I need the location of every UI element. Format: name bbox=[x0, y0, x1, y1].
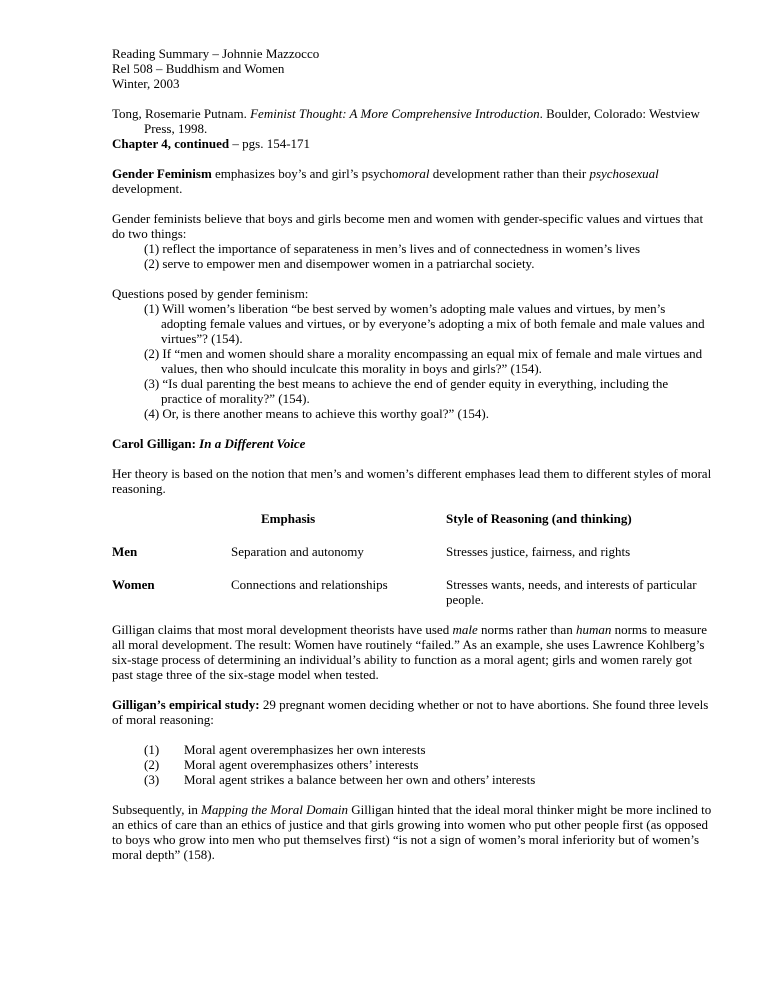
study-text: 29 pregnant women deciding whether or not to have abortions. She found three levels of moral reasoning: bbox=[112, 697, 709, 727]
chapter-label: Chapter 4, continued bbox=[112, 136, 230, 151]
book-citation bbox=[112, 106, 712, 136]
questions-intro: Questions posed by gender feminism: bbox=[112, 286, 309, 301]
level-item bbox=[144, 772, 712, 787]
level-text: Moral agent strikes a balance between her own and others’ interests bbox=[184, 772, 536, 787]
level-number: (3) bbox=[144, 772, 160, 787]
row-label: Women bbox=[112, 577, 155, 592]
level-text: Moral agent overemphasizes her own interests bbox=[184, 742, 426, 757]
question-item: (2) If “men and women should share a morality encompassing an equal mix of female and male virtues and values, then who should inculcate this morality in boys and girls?” (154). bbox=[144, 346, 703, 376]
header-line-course: Rel 508 – Buddhism and Women bbox=[112, 61, 285, 76]
document-header bbox=[112, 46, 712, 91]
level-number: (2) bbox=[144, 757, 160, 772]
table-row bbox=[112, 577, 706, 607]
header-line-term: Winter, 2003 bbox=[112, 76, 180, 91]
table-header-row bbox=[112, 511, 706, 526]
question-item: (1) Will women’s liberation “be best served by women’s adopting male values and virtues, by men’s adopting female values and virtues, or by everyone’s adopting a mix of both female and male values and virtues”? (154). bbox=[144, 301, 705, 346]
gilligan-name: Carol Gilligan: bbox=[112, 436, 200, 451]
header-style: Style of Reasoning (and thinking) bbox=[446, 511, 632, 526]
claims-text-3: norms to measure all moral development. The result: Women have routinely “failed.” As an example, she uses Lawrence Kohlberg’s six-stage process of determining an individual’s ability to function as a moral agent; girls and women rarely got past stage three of the six-stage model when tested. bbox=[112, 622, 708, 682]
level-text: Moral agent overemphasizes others’ interests bbox=[184, 757, 419, 772]
question-item: (3) “Is dual parenting the best means to achieve the end of gender equity in everything, including the practice of morality?” (154). bbox=[144, 376, 669, 406]
header-emphasis: Emphasis bbox=[261, 511, 316, 526]
gender-feminism-paragraph bbox=[112, 166, 712, 196]
question-item: (4) Or, is there another means to achieve this worthy goal?” (154). bbox=[144, 406, 489, 421]
claims-text-1: Gilligan claims that most moral development theorists have used bbox=[112, 622, 453, 637]
gf-text-2: development rather than their bbox=[429, 166, 590, 181]
gf-text-1: emphasizes boy’s and girl’s psycho bbox=[211, 166, 399, 181]
mapping-text-2: Gilligan hinted that the ideal moral thinker might be more inclined to an ethics of care than an ethics of justice and that girls growing into women who put other people first (as opposed to boys who grow into men who put themselves first) “is not a sign of women’s moral inferiority but of women’s moral depth” (158). bbox=[112, 802, 712, 862]
belief-item: (2) serve to empower men and disempower women in a patriarchal society. bbox=[144, 256, 535, 271]
level-item bbox=[144, 742, 712, 757]
level-item bbox=[144, 757, 712, 772]
row-style: Stresses wants, needs, and interests of particular people. bbox=[446, 577, 697, 607]
row-emphasis: Separation and autonomy bbox=[231, 544, 364, 559]
level-number: (1) bbox=[144, 742, 160, 757]
mapping-book-title: Mapping the Moral Domain bbox=[201, 802, 349, 817]
header-line-author: Reading Summary – Johnnie Mazzocco bbox=[112, 46, 320, 61]
gf-moral: moral bbox=[398, 166, 430, 181]
gilligan-heading bbox=[112, 436, 712, 451]
claims-male: male bbox=[452, 622, 478, 637]
row-style: Stresses justice, fairness, and rights bbox=[446, 544, 631, 559]
mapping-paragraph bbox=[112, 802, 712, 862]
row-label: Men bbox=[112, 544, 138, 559]
gilligan-book-title: In a Different Voice bbox=[199, 436, 306, 451]
claims-paragraph bbox=[112, 622, 712, 682]
emphasis-table bbox=[112, 511, 706, 607]
claims-text-2: norms rather than bbox=[477, 622, 576, 637]
document-page bbox=[112, 46, 712, 862]
citation-author: Tong, Rosemarie Putnam. bbox=[112, 106, 251, 121]
chapter-pages: – pgs. 154-171 bbox=[229, 136, 311, 151]
mapping-text-1: Subsequently, in bbox=[112, 802, 202, 817]
beliefs-intro: Gender feminists believe that boys and girls become men and women with gender-specific values and virtues that do two things: bbox=[112, 211, 704, 241]
citation-title: Feminist Thought: A More Comprehensive Introduction bbox=[250, 106, 540, 121]
row-emphasis: Connections and relationships bbox=[231, 577, 388, 592]
citation-publisher: . Boulder, Colorado: Westview Press, 1998. bbox=[144, 106, 700, 136]
reasoning-levels bbox=[144, 742, 712, 787]
chapter-line bbox=[112, 136, 712, 151]
gender-feminism-term: Gender Feminism bbox=[112, 166, 212, 181]
gilligan-theory: Her theory is based on the notion that men’s and women’s different emphases lead them to different styles of moral reasoning. bbox=[112, 466, 712, 496]
study-heading: Gilligan’s empirical study: bbox=[112, 697, 260, 712]
study-paragraph bbox=[112, 697, 712, 727]
claims-human: human bbox=[575, 622, 612, 637]
belief-item: (1) reflect the importance of separateness in men’s lives and of connectedness in women’s lives bbox=[144, 241, 641, 256]
gf-text-3: development. bbox=[112, 181, 183, 196]
gf-psychosexual: psychosexual bbox=[589, 166, 659, 181]
table-row bbox=[112, 544, 706, 559]
